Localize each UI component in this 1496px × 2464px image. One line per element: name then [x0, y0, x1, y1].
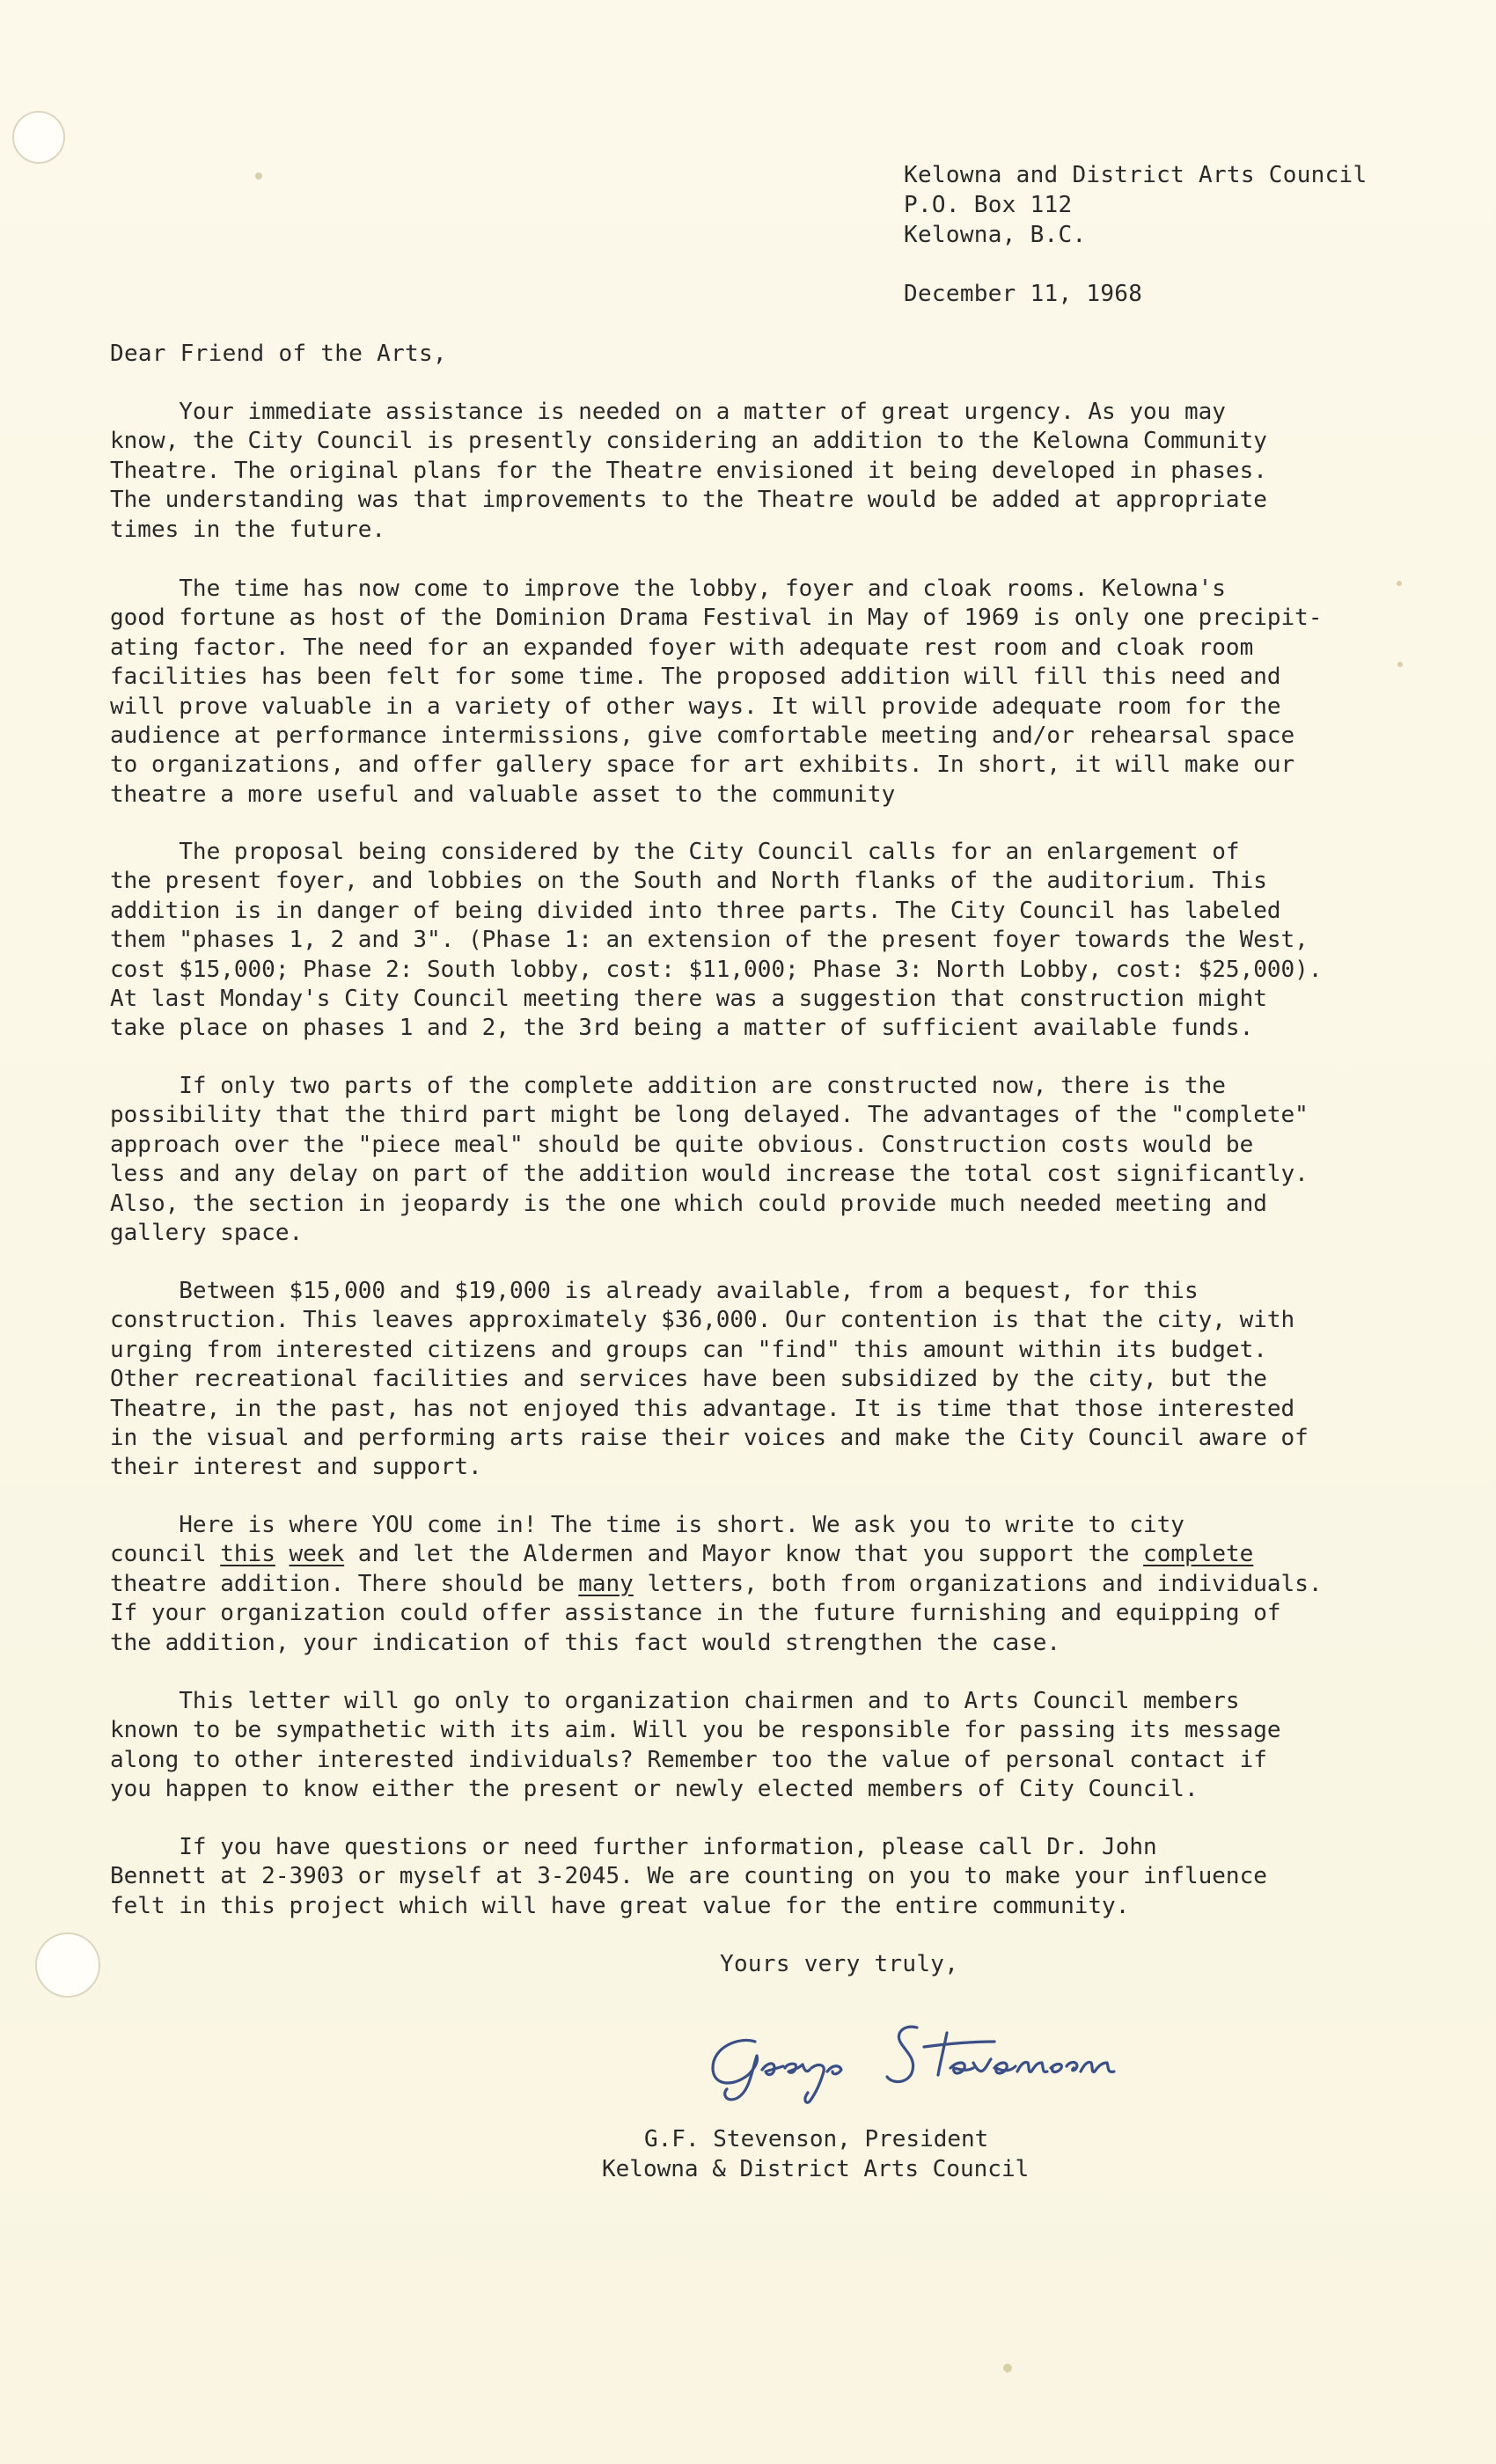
paragraph-line: urging from interested citizens and groups can "find" this amount within its budget.: [110, 1336, 1267, 1363]
paragraph-line: Theatre, in the past, has not enjoyed this advantage. It is time that those interested: [110, 1395, 1295, 1422]
sender-address-line-1: Kelowna and District Arts Council: [904, 162, 1368, 188]
underlined-week: week: [289, 1541, 345, 1568]
paragraph-line: possibility that the third part might be long delayed. The advantages of the "complete": [110, 1102, 1309, 1129]
paragraph-line: [110, 1540, 1430, 1569]
paper-speck: [1003, 2364, 1012, 2372]
handwritten-signature: [686, 2006, 1197, 2112]
paragraph-line: take place on phases 1 and 2, the 3rd being a matter of sufficient available funds.: [110, 1015, 1254, 1042]
paragraph-line: The understanding was that improvements to the Theatre would be added at appropriate: [110, 487, 1267, 514]
paragraph-line: facilities has been felt for some time. The proposed addition will fill this need and: [110, 664, 1281, 691]
paragraph-line: The time has now come to improve the lobby, foyer and cloak rooms. Kelowna's: [110, 576, 1226, 602]
paragraph-line: the addition, your indication of this fact would strengthen the case.: [110, 1629, 1061, 1656]
paragraph-3: [110, 838, 1430, 1044]
salutation: Dear Friend of the Arts,: [110, 341, 447, 367]
paragraph-line: If only two parts of the complete addition are constructed now, there is the: [110, 1073, 1226, 1099]
paragraph-2: [110, 575, 1430, 810]
paragraph-8: [110, 1833, 1430, 1921]
paragraph-line: theatre a more useful and valuable asset to the community: [110, 781, 896, 808]
paragraph-line: construction. This leaves approximately $36,000. Our contention is that the city, with: [110, 1307, 1295, 1334]
paper-speck: [1397, 662, 1403, 667]
paragraph-line: will prove valuable in a variety of other ways. It will provide adequate room for the: [110, 693, 1281, 720]
paragraph-line: Theatre. The original plans for the Theatre envisioned it being developed in phases.: [110, 457, 1267, 484]
signer-name: G.F. Stevenson, President: [644, 2126, 989, 2152]
closing: Yours very truly,: [720, 1951, 959, 1977]
paragraph-line: [110, 1570, 1430, 1599]
paragraph-line: Your immediate assistance is needed on a matter of great urgency. As you may: [110, 399, 1226, 425]
paragraph-1: [110, 398, 1430, 545]
sender-address-line-2: P.O. Box 112: [904, 192, 1073, 218]
paragraph-line: This letter will go only to organization chairmen and to Arts Council members: [110, 1688, 1240, 1714]
text-run: and let the Aldermen and Mayor know that you support the: [344, 1541, 1144, 1568]
paragraph-line: to organizations, and offer gallery space for art exhibits. In short, it will make our: [110, 752, 1295, 779]
paper-speck: [1397, 581, 1402, 586]
paragraph-line: Between $15,000 and $19,000 is already available, from a bequest, for this: [110, 1278, 1199, 1304]
paragraph-line: addition is in danger of being divided into three parts. The City Council has labeled: [110, 897, 1281, 924]
paragraph-line: If you have questions or need further information, please call Dr. John: [110, 1834, 1157, 1860]
paragraph-line: At last Monday's City Council meeting there was a suggestion that construction might: [110, 985, 1267, 1012]
paragraph-line: them "phases 1, 2 and 3". (Phase 1: an extension of the present foyer towards the West,: [110, 927, 1309, 954]
paragraph-line: Bennett at 2-3903 or myself at 3-2045. We are counting on you to make your influence: [110, 1863, 1267, 1890]
paragraph-line: gallery space.: [110, 1219, 304, 1246]
paragraph-line: The proposal being considered by the City Council calls for an enlargement of: [110, 839, 1240, 865]
text-run: [275, 1541, 290, 1567]
paragraph-line: cost $15,000; Phase 2: South lobby, cost: $11,000; Phase 3: North Lobby, cost: $25,000).: [110, 956, 1323, 983]
paragraph-line: the present foyer, and lobbies on the South and North flanks of the auditorium. This: [110, 868, 1267, 895]
text-run: council: [110, 1541, 221, 1568]
punch-hole-top: [12, 111, 65, 164]
paragraph-line: Also, the section in jeopardy is the one which could provide much needed meeting and: [110, 1190, 1267, 1217]
underlined-complete: complete: [1143, 1541, 1254, 1568]
paragraph-line: Other recreational facilities and services have been subsidized by the city, but the: [110, 1366, 1267, 1393]
letter-date: December 11, 1968: [904, 281, 1143, 307]
paragraph-line: less and any delay on part of the addition would increase the total cost significantly.: [110, 1161, 1309, 1188]
underlined-this: this: [220, 1541, 275, 1568]
paragraph-line: felt in this project which will have great value for the entire community.: [110, 1892, 1130, 1919]
paragraph-line: known to be sympathetic with its aim. Will you be responsible for passing its message: [110, 1717, 1281, 1744]
paragraph-line: along to other interested individuals? Remember too the value of personal contact if: [110, 1746, 1267, 1773]
sender-address-line-3: Kelowna, B.C.: [904, 222, 1087, 248]
paragraph-line: good fortune as host of the Dominion Drama Festival in May of 1969 is only one precipit-: [110, 605, 1323, 632]
paragraph-line: Here is where YOU come in! The time is short. We ask you to write to city: [110, 1512, 1184, 1538]
underlined-many: many: [578, 1570, 634, 1597]
paragraph-line: approach over the "piece meal" should be quite obvious. Construction costs would be: [110, 1131, 1254, 1158]
signer-organization: Kelowna & District Arts Council: [602, 2156, 1030, 2182]
paper-speck: [255, 172, 262, 180]
paragraph-6: [110, 1511, 1430, 1658]
paragraph-5: [110, 1277, 1430, 1483]
paragraph-line: ating factor. The need for an expanded foyer with adequate rest room and cloak room: [110, 634, 1254, 661]
text-run: letters, both from organizations and individuals.: [633, 1570, 1323, 1597]
paragraph-line: you happen to know either the present or newly elected members of City Council.: [110, 1776, 1199, 1803]
paragraph-line: in the visual and performing arts raise their voices and make the City Council aware of: [110, 1424, 1309, 1451]
paragraph-line: times in the future.: [110, 516, 386, 543]
text-run: theatre addition. There should be: [110, 1570, 579, 1597]
paragraph-line: know, the City Council is presently considering an addition to the Kelowna Community: [110, 428, 1267, 455]
paragraph-7: [110, 1687, 1430, 1805]
punch-hole-middle: [35, 1932, 100, 1998]
paragraph-line: If your organization could offer assistance in the future furnishing and equipping of: [110, 1600, 1281, 1627]
paragraph-4: [110, 1072, 1430, 1248]
paragraph-line: audience at performance intermissions, give comfortable meeting and/or rehearsal space: [110, 722, 1295, 749]
paragraph-line: their interest and support.: [110, 1454, 482, 1481]
